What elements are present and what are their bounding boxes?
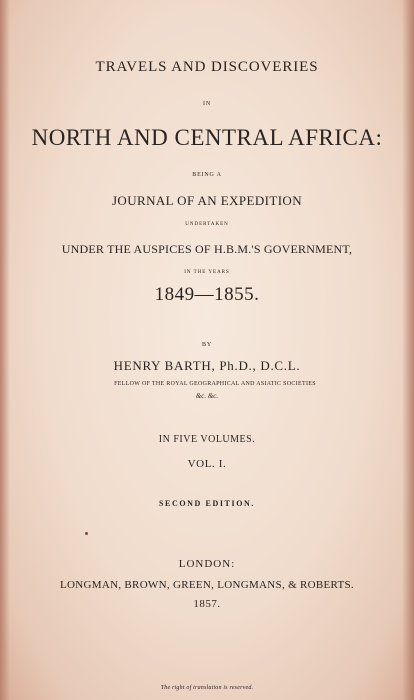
paper-speck [85,532,88,535]
publication-year: 1857. [193,598,221,610]
author-name: HENRY BARTH, Ph.D., D.C.L. [113,358,301,373]
title-line-in: IN [203,101,211,107]
publisher-city: LONDON: [178,558,236,570]
affiliation-etc: &c. &c. [195,392,219,400]
edition-label: SECOND EDITION. [158,499,255,508]
author-affiliation: FELLOW OF THE ROYAL GEOGRAPHICAL AND ASIATIC SOCIETIES [114,381,316,387]
subtitle-being-a: BEING A [192,172,222,178]
volumes-count: IN FIVE VOLUMES. [158,434,256,445]
publisher-names: LONGMAN, BROWN, GREEN, LONGMANS, & ROBERTS. [60,579,354,591]
title-line-africa: NORTH AND CENTRAL AFRICA: [31,125,383,150]
subtitle-journal: JOURNAL OF AN EXPEDITION [111,193,303,208]
volume-number: VOL. I. [187,458,227,470]
rights-notice: The right of translation is reserved. [160,685,254,691]
expedition-years: 1849—1855. [154,284,260,305]
subtitle-in-the-years: IN THE YEARS [184,270,230,275]
title-line-travels: TRAVELS AND DISCOVERIES [95,59,319,75]
subtitle-undertaken: UNDERTAKEN [185,222,229,227]
subtitle-auspices: UNDER THE AUSPICES OF H.B.M.'S GOVERNMENT, [61,242,353,256]
by-label: BY [202,342,212,348]
